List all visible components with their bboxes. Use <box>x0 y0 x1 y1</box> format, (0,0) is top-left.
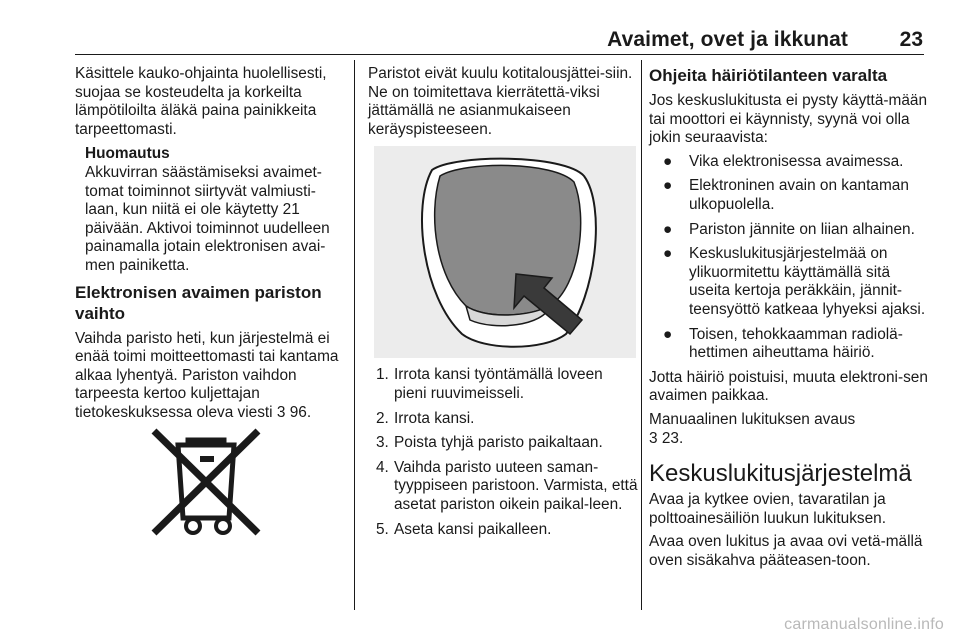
step-number: 4. <box>376 458 389 476</box>
steps-list <box>368 366 638 539</box>
step-text: Irrota kansi työntämällä loveen pieni ruuvimeisseli. <box>394 366 603 402</box>
step-number: 2. <box>376 409 389 427</box>
column-2 <box>368 65 638 545</box>
page-ref-link[interactable]: 96 <box>289 403 307 421</box>
column-3 <box>649 65 929 575</box>
page-ref-arrow: 3 <box>276 403 286 421</box>
list-item <box>368 521 638 540</box>
cause-text: Pariston jännite on liian alhainen. <box>689 220 915 238</box>
paragraph-end: . <box>678 429 684 447</box>
causes-list <box>649 153 929 363</box>
bullet-icon: ● <box>663 177 673 195</box>
section-heading-troubleshooting: Ohjeita häiriötilanteen varalta <box>649 66 888 85</box>
step-number: 5. <box>376 520 389 538</box>
step-text: Irrota kansi. <box>394 409 475 427</box>
crossed-out-bin-icon <box>75 428 347 540</box>
step-number: 1. <box>376 366 389 384</box>
cause-text: Keskuslukitusjärjestelmää on ylikuormitettu käyttämällä sitä useita kertoja peräkkäin, jännit-teensyöttö katkeaa lyhyeksi ajaksi. <box>689 245 926 318</box>
bullet-icon: ● <box>663 152 673 170</box>
list-item <box>368 459 638 515</box>
page-ref-arrow: 3 <box>649 429 658 447</box>
troubleshooting-intro: Jos keskuslukitusta ei pysty käyttä-mään tai moottori ei käynnisty, syynä voi olla jokin seuraavista: <box>649 92 928 147</box>
note-title: Huomautus <box>85 145 170 163</box>
page-number: 23 <box>899 28 923 51</box>
watermark: carmanualsonline.info <box>784 616 944 633</box>
column-divider-1 <box>354 60 355 610</box>
list-item <box>649 326 929 363</box>
list-item <box>368 366 638 403</box>
battery-paragraph-text: Vaihda paristo heti, kun järjestelmä ei enää toimi moitteettomasti tai kantama alkaa lyhentyä. Pariston vaihdon tarpeesta kertoo kuljettajan tietokeskuksessa oleva viesti <box>75 329 339 421</box>
bullet-icon: ● <box>663 325 673 343</box>
cause-text: Elektroninen avain on kantaman ulkopuolella. <box>689 177 909 213</box>
bullet-icon: ● <box>663 220 673 238</box>
list-item <box>649 221 929 240</box>
manual-unlock-ref <box>649 411 929 448</box>
section-heading-central-locking: Keskuslukitusjärjestelmä <box>649 460 912 488</box>
list-item <box>368 434 638 453</box>
cause-text: Toisen, tehokkaamman radiolä-hettimen aiheuttama häiriö. <box>689 325 903 362</box>
manual-unlock-text: Manuaalinen lukituksen avaus <box>649 410 856 428</box>
column-1 <box>75 65 347 540</box>
electronic-key-illustration <box>374 146 636 358</box>
recycling-paragraph: Paristot eivät kuulu kotitalousjättei-siin. Ne on toimitettava kierrätettä-viksi jättämällä ne asianmukaiseen keräyspisteeseen. <box>368 65 633 138</box>
list-item <box>649 245 929 319</box>
page-header <box>0 0 960 52</box>
page-header-title: Avaimet, ovet ja ikkunat <box>607 28 848 51</box>
step-text: Vaihda paristo uuteen saman-tyyppiseen paristoon. Varmista, että asetat pariston oikein paikal-leen. <box>394 458 638 513</box>
cause-text: Vika elektronisessa avaimessa. <box>689 152 904 170</box>
column-divider-2 <box>641 60 642 610</box>
relocate-paragraph: Jotta häiriö poistuisi, muuta elektroni-sen avaimen paikkaa. <box>649 368 928 405</box>
step-text: Aseta kansi paikalleen. <box>394 520 552 538</box>
note-box <box>85 145 347 275</box>
list-item <box>368 410 638 429</box>
section-heading-battery: Elektronisen avaimen pariston vaihto <box>75 282 322 323</box>
care-paragraph: Käsittele kauko-ohjainta huolellisesti, suojaa se kosteudelta ja korkeilta lämpötiloilta äläkä paina painikkeita tarpeettomasti. <box>75 65 327 138</box>
list-item <box>649 177 929 214</box>
paragraph-end: . <box>306 403 312 421</box>
step-text: Poista tyhjä paristo paikaltaan. <box>394 434 603 452</box>
header-rule <box>75 54 924 55</box>
bullet-icon: ● <box>663 245 673 263</box>
door-handle-paragraph: Avaa oven lukitus ja avaa ovi vetä-mällä oven sisäkahva pääteasen-toon. <box>649 533 923 569</box>
step-number: 3. <box>376 434 389 452</box>
battery-paragraph <box>75 330 347 423</box>
list-item <box>649 153 929 172</box>
note-body: Akkuvirran säästämiseksi avaimet-tomat toiminnot siirtyvät valmiusti-laan, kun niitä ei ole käytetty 21 päivään. Aktivoi toiminnot uudelleen painamalla jotain elektronisen avai-men painiketta. <box>85 163 330 274</box>
page-ref-link[interactable]: 23 <box>661 429 679 447</box>
central-locking-paragraph: Avaa ja kytkee ovien, tavaratilan ja polttoainesäiliön luukun lukituksen. <box>649 491 886 527</box>
